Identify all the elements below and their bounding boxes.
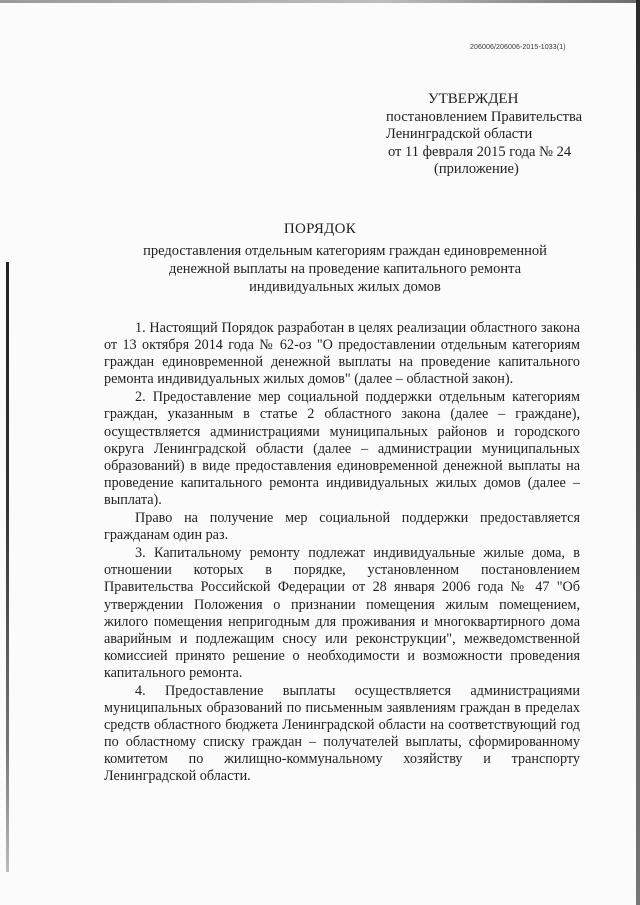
scan-left-edge xyxy=(6,262,9,872)
document-id: 206006/206006-2015-1033(1) xyxy=(470,44,566,51)
approval-heading: УТВЕРЖДЕН xyxy=(428,91,519,107)
approval-line: от 11 февраля 2015 года № 24 xyxy=(388,143,572,160)
approval-block xyxy=(384,91,624,179)
paragraph-3: 3. Капитальному ремонту подлежат индивидуальные жилые дома, в отношении которых в порядке, установленном постановлением Правительства Российской Федерации от 28 января 2006 года № 47 "Об утверждении Положения о признании помещения жилым помещением, жилого помещения непригодным для проживания и многоквартирного дома аварийным и подлежащим сносу или реконструкции", межведомственной комиссией принято решение о необходимости и возможности проведения капитального ремонта. xyxy=(104,545,580,681)
subtitle-line: денежной выплаты на проведение капитального ремонта xyxy=(168,260,522,277)
approval-line: постановлением Правительства xyxy=(386,108,583,125)
paragraph-2-note: Право на получение мер социальной поддержки предоставляется гражданам один раз. xyxy=(104,510,580,544)
approval-line: (приложение) xyxy=(434,161,519,178)
scan-right-edge xyxy=(636,0,640,905)
subtitle-line: предоставления отдельным категориям граждан единовременной xyxy=(143,243,547,259)
document-subtitle xyxy=(0,243,640,296)
paragraph-1: 1. Настоящий Порядок разработан в целях реализации областного закона от 13 октября 2014 года № 62-оз "О предоставлении отдельным категориям граждан единовременной денежной выплаты на проведение капитального ремонта индивидуальных жилых домов" (далее – областной закон). xyxy=(104,320,580,388)
approval-line: Ленинградской области xyxy=(386,126,533,143)
paragraph-4: 4. Предоставление выплаты осуществляется администрациями муниципальных образований по письменным заявлениям граждан в пределах средств областного бюджета Ленинградской области на соответствующий год по областному списку граждан – получателей выплаты, сформированному комитетом по жилищно-коммунальному хозяйству и транспорту Ленинградской области. xyxy=(104,682,580,785)
scan-top-edge xyxy=(0,0,640,3)
subtitle-line: индивидуальных жилых домов xyxy=(249,278,441,295)
paragraph-2: 2. Предоставление мер социальной поддержки отдельным категориям граждан, указанным в статье 2 областного закона (далее – граждане), осуществляется администрациями муниципальных районов и городского округа Ленинградской области (далее – администрации муниципальных образований) в виде предоставления единовременной денежной выплаты на проведение капитального ремонта индивидуальных жилых домов (далее – выплата). xyxy=(104,389,580,508)
document-body xyxy=(104,320,580,787)
document-title: ПОРЯДОК xyxy=(283,221,357,237)
